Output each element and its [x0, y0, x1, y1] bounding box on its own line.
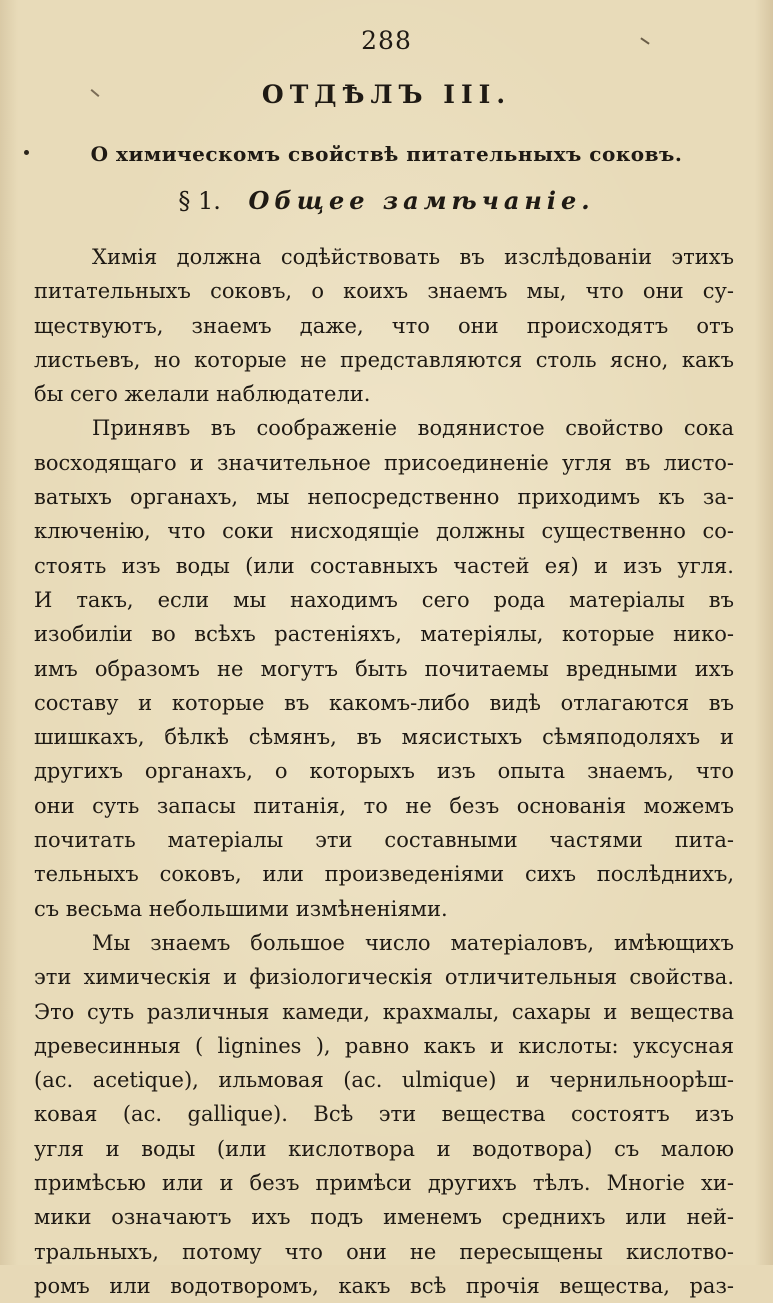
text-line: (ac. acetique), ильмовая (ac. ulmique) и чернильноорѣш-: [34, 1068, 734, 1093]
text-line: тральныхъ, потому что они не пересыщены кислотво-: [34, 1239, 734, 1264]
text-line: почитать матеріалы эти составными частями пита-: [34, 828, 734, 853]
paragraph: [34, 926, 734, 1303]
text-line: имъ образомъ не могутъ быть почитаемы вредными ихъ: [34, 656, 734, 681]
page-number: 288: [361, 26, 412, 55]
text-line: Мы знаемъ большое число матеріаловъ, имѣющихъ: [92, 930, 734, 955]
paragraph: [34, 240, 734, 411]
text-line: Химія должна содѣйствовать въ изслѣдованіи этихъ: [92, 245, 734, 269]
text-line: эти химическія и физіологическія отличительныя свойства.: [34, 965, 734, 990]
text-line: древесинныя ( lignines ), равно какъ и кислоты: уксусная: [34, 1033, 734, 1058]
text-line: примѣсью или и безъ примѣси другихъ тѣлъ. Многіе хи-: [34, 1171, 734, 1196]
text-line: питательныхъ соковъ, о коихъ знаемъ мы, что они су-: [34, 279, 734, 304]
text-line: тельныхъ соковъ, или произведеніями сихъ послѣднихъ,: [34, 862, 734, 887]
text-line: съ весьма небольшими измѣненіями.: [34, 896, 448, 921]
text-line: составу и которые въ какомъ-либо видѣ отлагаются въ: [34, 690, 734, 715]
text-line: изобиліи во всѣхъ растеніяхъ, матеріялы, которые нико-: [34, 622, 734, 647]
paragraph: [34, 411, 734, 925]
paragraph-number: § 1.: [178, 187, 221, 215]
text-line: ромъ или водотворомъ, какъ всѣ прочія вещества, раз-: [34, 1273, 734, 1298]
paragraph-heading: [0, 186, 773, 215]
text-line: угля и воды (или кислотвора и водотвора) съ малою: [34, 1136, 734, 1161]
text-line: стоять изъ воды (или составныхъ частей ея) и изъ угля.: [34, 553, 734, 578]
text-line: Принявъ въ соображеніе водянистое свойство сока: [92, 416, 734, 441]
section-subtitle: О химическомъ свойствѣ питательныхъ соковъ.: [90, 142, 683, 166]
text-line: другихъ органахъ, о которыхъ изъ опыта знаемъ, что: [34, 759, 734, 784]
text-line: они суть запасы питанія, то не безъ основанія можемъ: [34, 793, 734, 818]
text-line: листьевъ, но которые не представляются столь ясно, какъ: [34, 347, 734, 372]
section-title: ОТДѢЛЪ III.: [261, 80, 512, 109]
text-line: мики означаютъ ихъ подъ именемъ среднихъ или ней-: [34, 1205, 734, 1230]
text-line: бы сего желали наблюдатели.: [34, 382, 371, 407]
text-line: ключенію, что соки нисходящіе должны существенно со-: [34, 519, 734, 544]
paragraph-title: Общее замѣчаніе.: [248, 186, 595, 215]
text-line: восходящаго и значительное присоединеніе угля въ листо-: [34, 450, 734, 475]
text-line: ватыхъ органахъ, мы непосредственно приходимъ къ за-: [34, 485, 734, 510]
body-text: [34, 240, 734, 1303]
text-line: ществуютъ, знаемъ даже, что они происходятъ отъ: [34, 313, 734, 338]
text-line: Это суть различныя камеди, крахмалы, сахары и вещества: [34, 999, 734, 1024]
text-line: ковая (ac. gallique). Всѣ эти вещества состоятъ изъ: [34, 1102, 734, 1127]
text-line: И такъ, если мы находимъ сего рода матеріалы въ: [34, 587, 734, 612]
text-line: шишкахъ, бѣлкѣ сѣмянъ, въ мясистыхъ сѣмяподоляхъ и: [34, 725, 734, 750]
